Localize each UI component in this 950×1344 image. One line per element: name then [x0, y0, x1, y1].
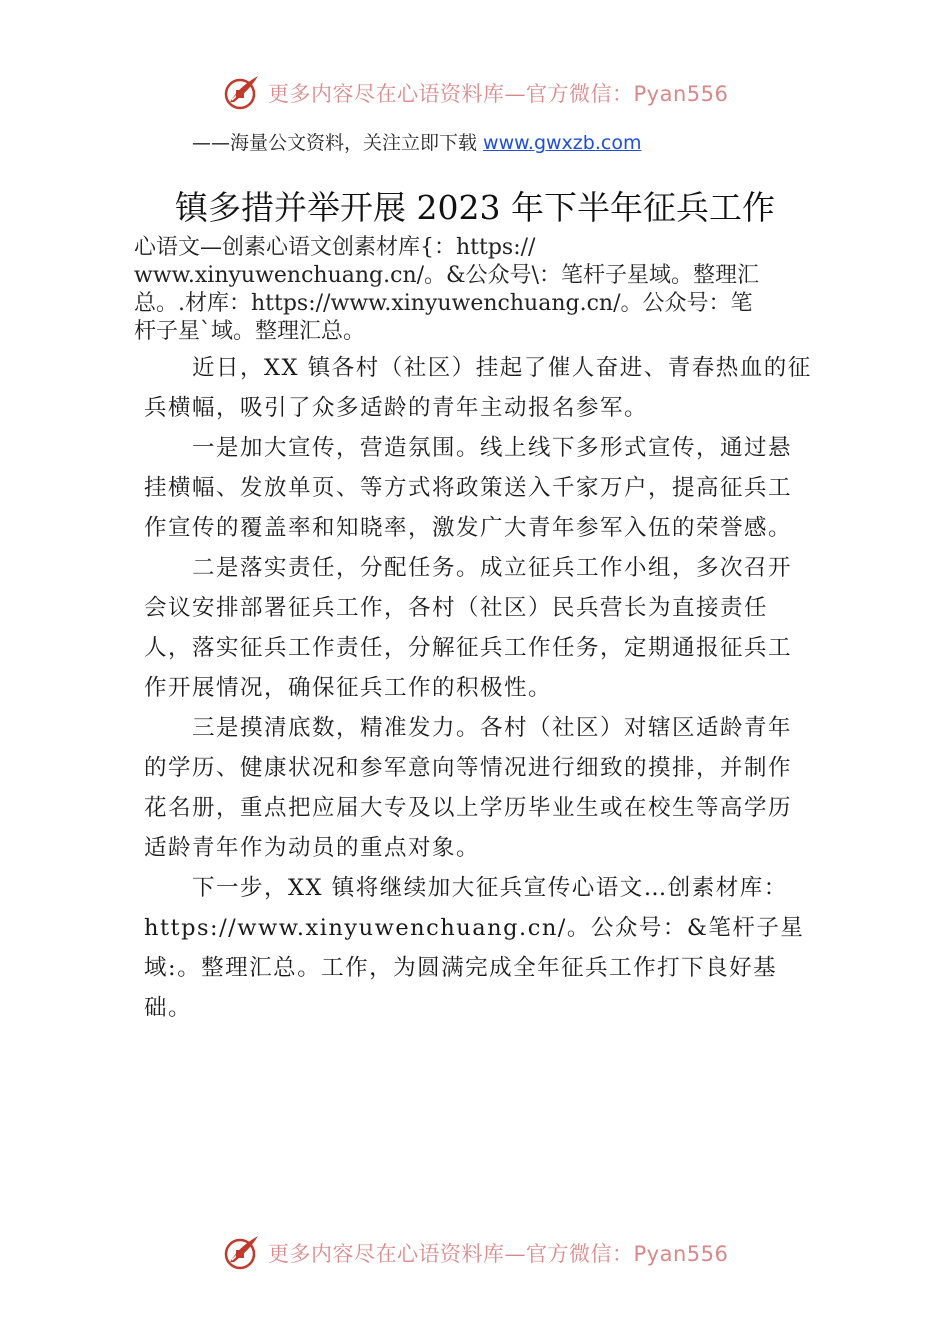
quill-pen-logo-icon [222, 72, 262, 112]
quill-pen-logo-icon [222, 1232, 262, 1272]
paragraph-intro: 近日，XX 镇各村（社区）挂起了催人奋进、青春热血的征兵横幅，吸引了众多适龄的青年主动报名参军。 [144, 355, 812, 421]
header-banner [0, 72, 950, 112]
footer-banner [0, 1232, 950, 1272]
paragraph-publicity: 一是加大宣传，营造氛围。线上线下多形式宣传，通过悬挂横幅、发放单页、等方式将政策送入千家万户，提高征兵工作宣传的覆盖率和知晓率，激发广大青年参军入伍的荣誉感。 [144, 435, 793, 541]
paragraph-responsibility: 二是落实责任，分配任务。成立征兵工作小组，多次召开会议安排部署征兵工作，各村（社区）民兵营长为直接责任人，落实征兵工作责任，分解征兵工作任务，定期通报征兵工作开展情况，确保征兵工作的积极性。 [144, 555, 793, 701]
paragraph-next-step: 下一步，XX 镇将继续加大征兵宣传心语文…创素材库：https://www.xinyuwenchuang.cn/。公众号：&笔杆子星域:。整理汇总。工作，为圆满完成全年征兵工作打下良好基础。 [144, 875, 805, 1021]
notice-line: www.xinyuwenchuang.cn/。&公众号\：笔杆子星域。整理汇 [134, 263, 760, 288]
wechat-id: Pyan556 [633, 1242, 729, 1266]
document-title: 镇多措并举开展 2023 年下半年征兵工作 [175, 188, 775, 227]
document-body [144, 348, 814, 1028]
wechat-id: Pyan556 [633, 82, 729, 106]
notice-line: 心语文—创素心语文创素材库{：https:// [134, 235, 536, 260]
paragraph-survey: 三是摸清底数，精准发力。各村（社区）对辖区适龄青年的学历、健康状况和参军意向等情况进行细致的摸排，并制作花名册，重点把应届大专及以上学历毕业生或在校生等高学历适龄青年作为动员的重点对象。 [144, 715, 793, 861]
source-notice [134, 234, 814, 346]
notice-line: 杆子星`域。整理汇总。 [134, 319, 366, 344]
banner-text: 更多内容尽在心语资料库—官方微信：Pyan556 [268, 82, 729, 106]
notice-line: 总。.材库：https://www.xinyuwenchuang.cn/。公众号：笔 [134, 291, 753, 316]
site-link[interactable]: www.gwxzb.com [483, 132, 642, 154]
download-notice: ——海量公文资料，关注立即下载 www.gwxzb.com [192, 132, 642, 154]
banner-text: 更多内容尽在心语资料库—官方微信：Pyan556 [268, 1242, 729, 1266]
